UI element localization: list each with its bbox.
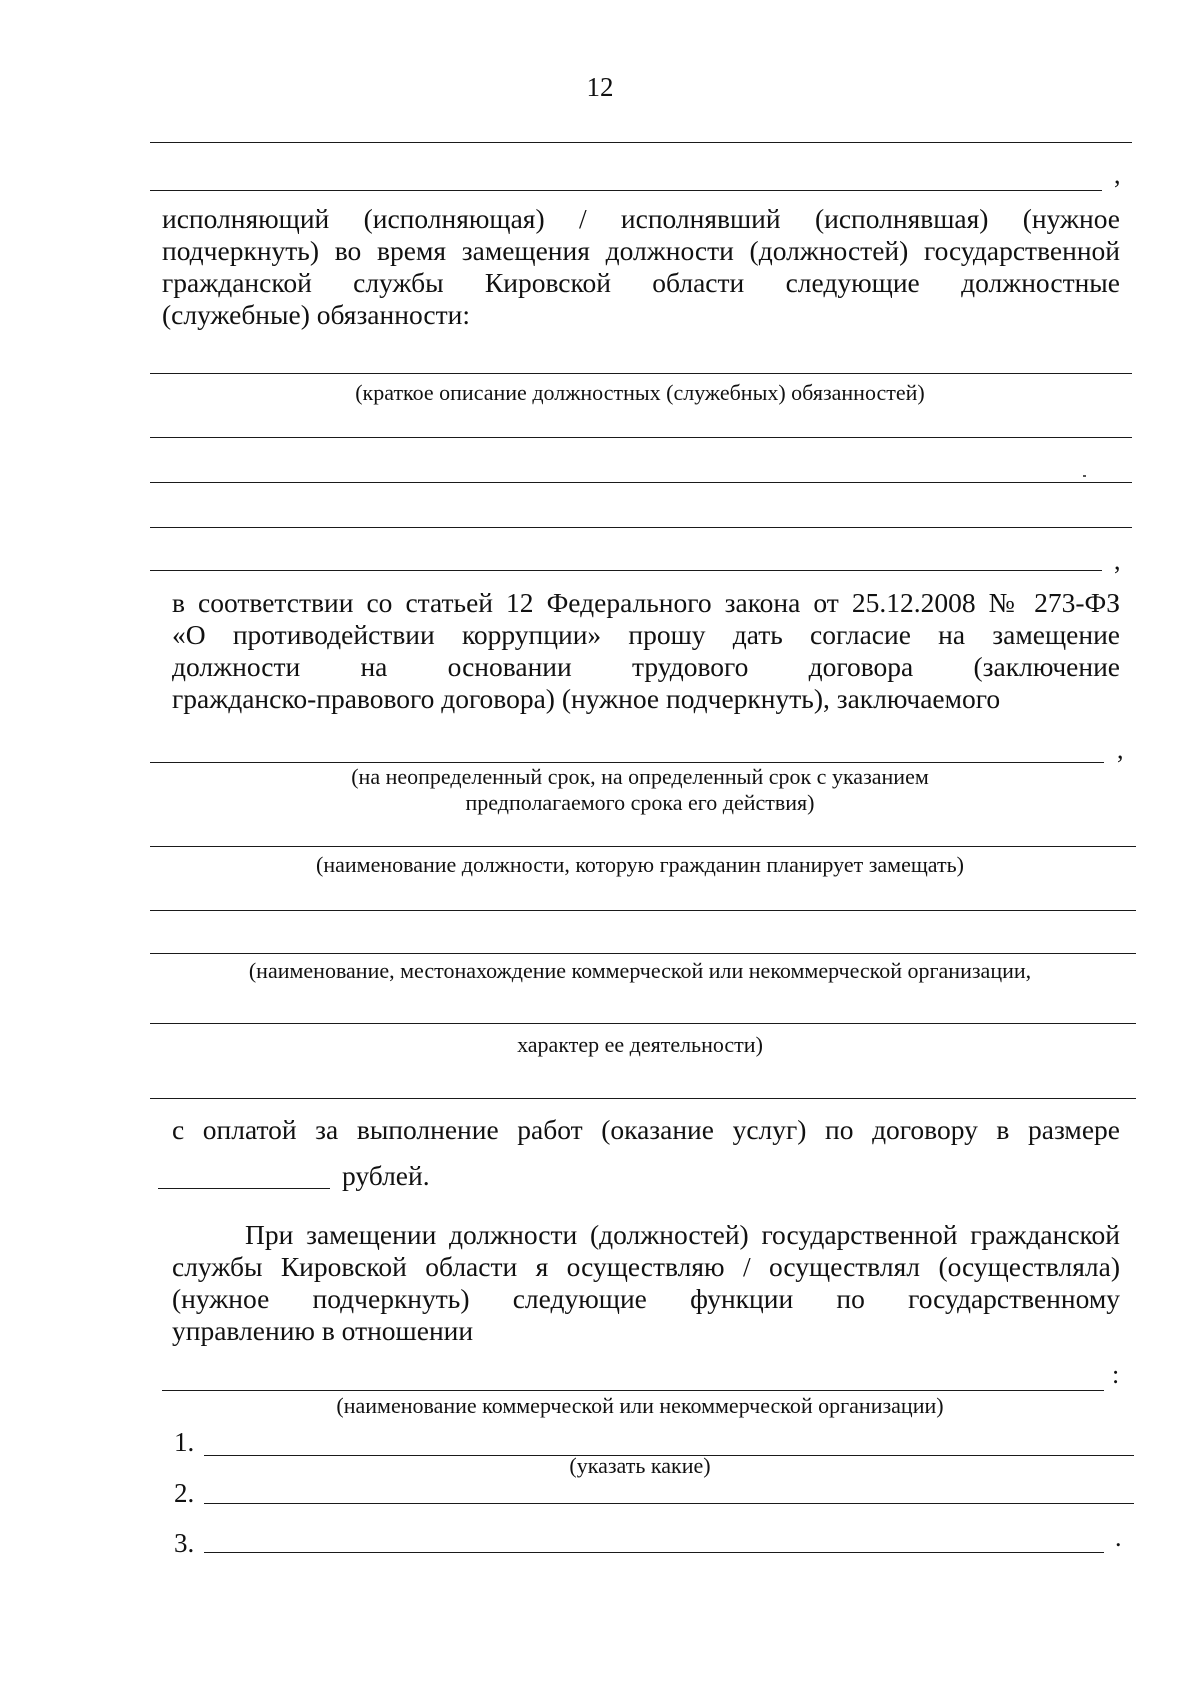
item-number: 1.: [174, 1427, 195, 1457]
blank-line: [150, 190, 1102, 191]
text-line: (служебные) обязанности:: [162, 299, 470, 330]
text-line: «О противодействии коррупции» прошу дать согласие на замещение: [172, 619, 1120, 650]
text-line: исполняющий (исполняющая) / исполнявший (исполнявшая) (нужное: [162, 203, 1120, 234]
scan-speck: [1083, 475, 1086, 477]
blank-line: [150, 373, 1132, 374]
blank-line: [204, 1552, 1104, 1553]
blank-line: [204, 1503, 1134, 1504]
consent-paragraph: [172, 587, 1120, 715]
text-line: (нужное подчеркнуть) следующие функции по государственному: [172, 1283, 1120, 1314]
caption-position: (наименование должности, которую гражданин планирует замещать): [316, 852, 964, 877]
text-line: в соответствии со статьей 12 Федерального закона от 25.12.2008 № 273-ФЗ: [172, 587, 1120, 618]
comma-mark: ,: [1114, 160, 1121, 189]
text-line: должности на основании трудового договора (заключение: [172, 651, 1120, 682]
functions-paragraph: [172, 1219, 1120, 1347]
blank-line: [150, 482, 1132, 483]
caption-specify: (указать какие): [569, 1453, 711, 1478]
blank-line: [150, 762, 1104, 763]
text-line: подчеркнуть) во время замещения должности (должностей) государственной: [162, 235, 1120, 266]
text-line: управлению в отношении: [172, 1315, 474, 1346]
blank-line: [150, 953, 1136, 954]
caption-activity: характер ее деятельности): [517, 1032, 763, 1057]
blank-line: [150, 437, 1132, 438]
caption-term-line1: (на неопределенный срок, на определенный срок с указанием: [351, 764, 929, 789]
blank-line: [150, 1023, 1136, 1024]
comma-mark: ,: [1114, 546, 1121, 575]
page-number: 12: [586, 72, 614, 102]
text-line: гражданской службы Кировской области следующие должностные: [162, 267, 1120, 298]
rubles-label: рублей.: [342, 1160, 430, 1191]
text-line: с оплатой за выполнение работ (оказание услуг) по договору в размере: [172, 1114, 1120, 1145]
caption-org-name: (наименование коммерческой или некоммерческой организации): [336, 1393, 944, 1418]
blank-line: [150, 846, 1136, 847]
blank-line: [150, 527, 1132, 528]
blank-line: [162, 1390, 1104, 1391]
text-line: гражданско-правового договора) (нужное подчеркнуть), заключаемого: [172, 683, 1001, 714]
blank-line: [150, 1098, 1136, 1099]
item-number: 3.: [174, 1528, 195, 1558]
caption-duties: (краткое описание должностных (служебных) обязанностей): [355, 380, 925, 405]
payment-paragraph: [172, 1114, 1120, 1146]
caption-term: [150, 764, 1130, 816]
comma-mark: ,: [1117, 735, 1124, 764]
blank-line: [150, 142, 1132, 143]
duties-paragraph: [162, 203, 1120, 331]
blank-line: [150, 910, 1136, 911]
item-number: 2.: [174, 1478, 195, 1508]
period-mark: .: [1115, 1523, 1122, 1552]
text-line: При замещении должности (должностей) государственной гражданской: [245, 1219, 1120, 1250]
colon-mark: :: [1112, 1360, 1120, 1389]
amount-blank-line: [158, 1188, 330, 1189]
caption-org: (наименование, местонахождение коммерческой или некоммерческой организации,: [248, 958, 1032, 983]
blank-line: [150, 570, 1102, 571]
caption-term-line2: предполагаемого срока его действия): [465, 790, 815, 815]
text-line: службы Кировской области я осуществляю / осуществлял (осуществляла): [172, 1251, 1120, 1282]
